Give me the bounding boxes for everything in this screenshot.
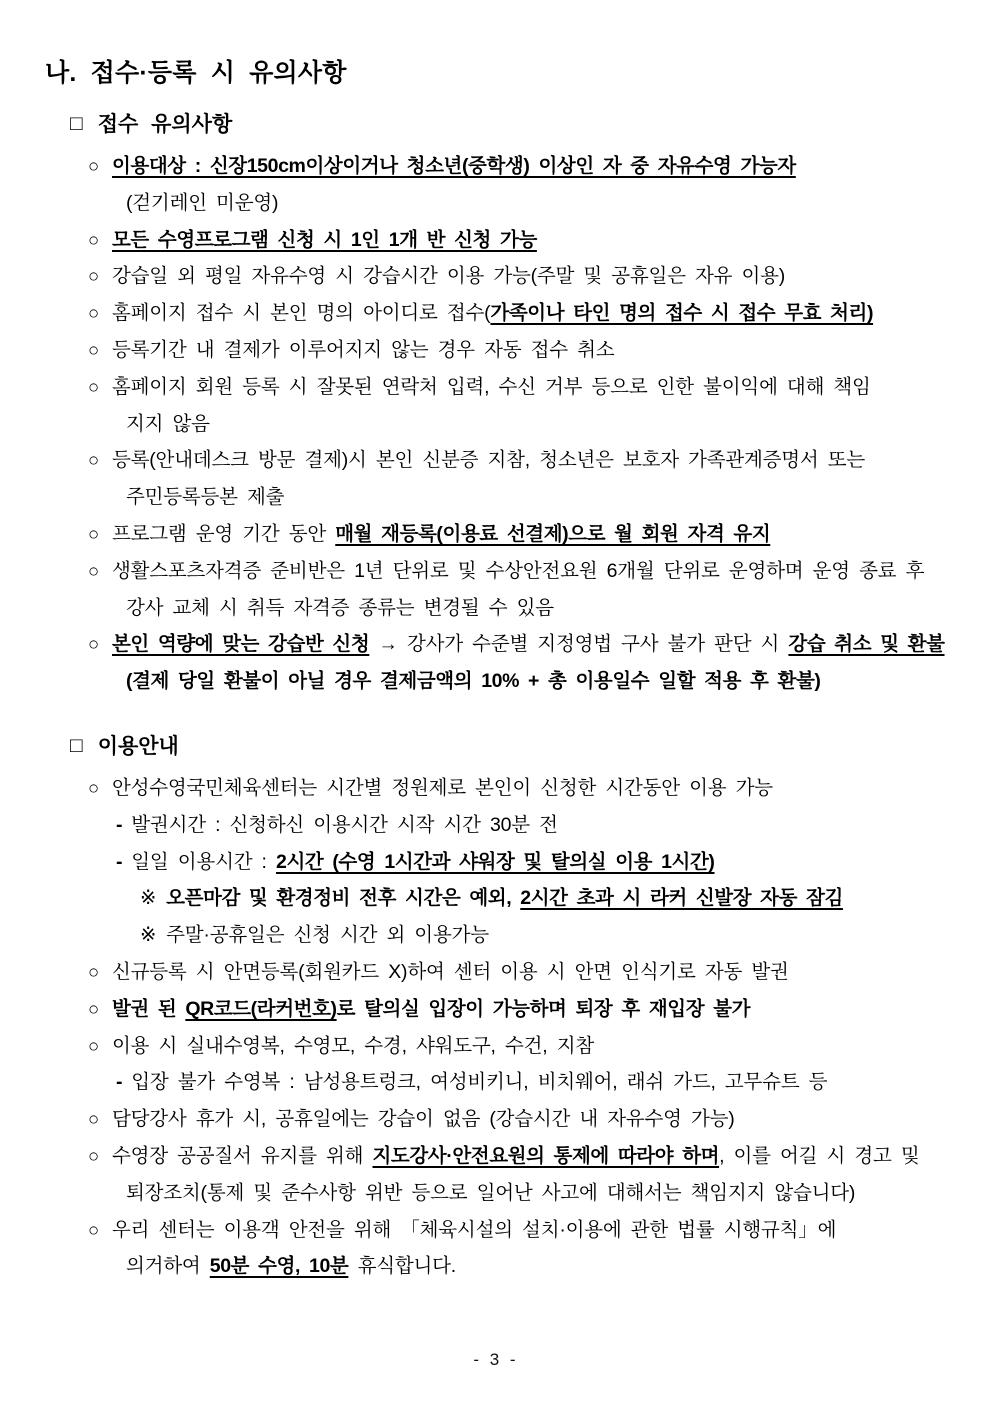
- circle-bullet-icon: ○: [88, 559, 99, 581]
- list-item: [0, 442, 992, 479]
- list-item: [0, 258, 992, 295]
- dash-bullet-icon: -: [116, 1071, 123, 1094]
- list-item: [0, 553, 992, 590]
- text-run: 2시간 초과 시 라커 신발장 자동 잠김: [520, 887, 843, 910]
- page-number: - 3 -: [473, 1350, 519, 1369]
- text-run: 발권 된: [111, 997, 186, 1020]
- dash-bullet-icon: -: [116, 850, 123, 873]
- text-run: 가족이나 타인 명의 접수 시 접수 무효 처리): [490, 302, 874, 325]
- list-item: [0, 516, 992, 553]
- text-run: 수영장 공공질서 유지를 위해: [111, 1144, 373, 1167]
- text-run: 이용 시 실내수영복, 수영모, 수경, 샤워도구, 수건, 지참: [111, 1034, 594, 1057]
- circle-bullet-icon: ○: [88, 265, 99, 287]
- text-run: (결제 당일 환불이 아닐 경우 결제금액의 10% + 총 이용일수 일할 적용 후 환불): [126, 670, 821, 693]
- text-run: 휴식합니다.: [348, 1255, 456, 1278]
- text-run: 담당강사 휴가 시, 공휴일에는 강습이 없음 (강습시간 내 자유수영 가능): [111, 1108, 735, 1131]
- reference-mark-icon: ※: [140, 924, 157, 947]
- list-item: [0, 954, 992, 991]
- circle-bullet-icon: ○: [88, 1034, 99, 1056]
- list-item-dash: [0, 1064, 992, 1101]
- text-run: 50분 수영, 10분: [209, 1255, 349, 1278]
- list-item: [0, 1212, 992, 1249]
- text-run: 등록(안내데스크 방문 결제)시 본인 신분증 지참, 청소년은 보호자 가족관계증명서 또는: [111, 449, 866, 472]
- circle-bullet-icon: ○: [88, 155, 99, 176]
- circle-bullet-icon: ○: [88, 522, 99, 544]
- list-item-cont: [0, 663, 992, 700]
- list-item-note: [0, 880, 992, 917]
- text-run: 우리 센터는 이용객 안전을 위해 「체육시설의 설치·이용에 관한 법률 시행규칙」에: [111, 1218, 837, 1241]
- text-run: (걷기레인 미운영): [126, 191, 279, 214]
- document-section: [0, 108, 992, 700]
- circle-bullet-icon: ○: [88, 302, 99, 324]
- text-run: 홈페이지 회원 등록 시 잘못된 연락처 입력, 수신 거부 등으로 인한 불이익에 대해 책임: [111, 375, 871, 398]
- section-heading-label: 이용안내: [97, 734, 179, 758]
- list-item-cont: [0, 590, 992, 627]
- document-section: [0, 730, 992, 1285]
- circle-bullet-icon: ○: [88, 449, 99, 471]
- list-item: [0, 991, 992, 1028]
- text-run: 안성수영국민체육센터는 시간별 정원제로 본인이 신청한 시간동안 이용 가능: [111, 776, 773, 799]
- circle-bullet-icon: ○: [88, 338, 99, 360]
- text-run: → 강사가 수준별 지정영법 구사 불가 판단 시: [369, 633, 789, 656]
- circle-bullet-icon: ○: [88, 1144, 99, 1166]
- list-item-cont: [0, 185, 992, 222]
- text-run: 모든 수영프로그램 신청 시 1인 1개 반 신청 가능: [111, 228, 537, 251]
- text-run: , 이를 어길 시 경고 및: [719, 1144, 920, 1167]
- text-run: 일일 이용시간 :: [131, 850, 276, 873]
- text-run: 2시간 (수영 1시간과 샤워장 및 탈의실 이용 1시간): [276, 850, 715, 873]
- list-item: [0, 770, 992, 807]
- text-run: 오픈마감 및 환경정비 전후 시간은 예외,: [166, 887, 521, 910]
- list-item-note: [0, 917, 992, 954]
- page-title: [0, 0, 992, 88]
- list-item: [0, 369, 992, 406]
- list-item-dash: [0, 844, 992, 881]
- list-item: [0, 148, 992, 185]
- circle-bullet-icon: ○: [88, 375, 99, 397]
- text-run: 지지 않음: [126, 412, 210, 435]
- circle-bullet-icon: ○: [88, 997, 99, 1019]
- text-run: 등록기간 내 결제가 이루어지지 않는 경우 자동 접수 취소: [111, 338, 615, 361]
- text-run: 생활스포츠자격증 준비반은 1년 단위로 및 수상안전요원 6개월 단위로 운영하며 운영 종료 후: [111, 559, 925, 582]
- text-run: 지도강사·안전요원의 통제에 따라야 하며: [372, 1144, 720, 1167]
- page-title-text: 나. 접수·등록 시 유의사항: [45, 59, 347, 87]
- text-run: 강습일 외 평일 자유수영 시 강습시간 이용 가능(주말 및 공휴일은 자유 이용): [111, 265, 786, 288]
- list-item-cont: [0, 406, 992, 443]
- text-run: 로 탈의실 입장이 가능하며 퇴장 후 재입장 불가: [336, 997, 751, 1020]
- circle-bullet-icon: ○: [88, 228, 99, 250]
- text-run: 강습 취소 및 환불: [788, 633, 945, 656]
- list-item: [0, 626, 992, 663]
- text-run: 본인 역량에 맞는 강습반 신청: [111, 633, 370, 656]
- list-item: [0, 332, 992, 369]
- list-item: [0, 1028, 992, 1065]
- list-item: [0, 295, 992, 332]
- circle-bullet-icon: ○: [88, 633, 99, 655]
- section-heading-label: 접수 유의사항: [97, 113, 233, 136]
- list-item-dash: [0, 807, 992, 844]
- text-run: QR코드(라커번호): [185, 997, 337, 1020]
- text-run: 주말·공휴일은 신청 시간 외 이용가능: [166, 924, 489, 947]
- text-run: 매월 재등록(이용료 선결제)으로 월 회원 자격 유지: [335, 522, 771, 545]
- list-item-cont: [0, 479, 992, 516]
- reference-mark-icon: ※: [140, 887, 157, 910]
- section-heading: [70, 730, 992, 764]
- square-bullet-icon: □: [70, 112, 83, 135]
- list-item: [0, 1138, 992, 1175]
- text-run: 발권시간 : 신청하신 이용시간 시작 시간 30분 전: [131, 813, 558, 836]
- circle-bullet-icon: ○: [88, 776, 99, 798]
- text-run: 의거하여: [126, 1255, 210, 1278]
- circle-bullet-icon: ○: [88, 960, 99, 982]
- circle-bullet-icon: ○: [88, 1108, 99, 1130]
- text-run: 주민등록등본 제출: [126, 486, 285, 509]
- list-item-cont: [0, 1175, 992, 1212]
- circle-bullet-icon: ○: [88, 1218, 99, 1240]
- square-bullet-icon: □: [70, 733, 83, 757]
- text-run: 입장 불가 수영복 : 남성용트렁크, 여성비키니, 비치웨어, 래쉬 가드, 고무슈트 등: [131, 1071, 828, 1094]
- dash-bullet-icon: -: [116, 813, 123, 836]
- text-run: 퇴장조치(통제 및 준수사항 위반 등으로 일어난 사고에 대해서는 책임지지 않습니다): [126, 1181, 856, 1204]
- list-item-cont: [0, 1248, 992, 1285]
- section-heading: [70, 108, 992, 142]
- list-item: [0, 222, 992, 259]
- text-run: 신규등록 시 안면등록(회원카드 X)하여 센터 이용 시 안면 인식기로 자동 발권: [111, 960, 789, 983]
- text-run: 강사 교체 시 취득 자격증 종류는 변경될 수 있음: [126, 596, 554, 619]
- text-run: 홈페이지 접수 시 본인 명의 아이디로 접수(: [111, 302, 491, 325]
- document-body: [0, 108, 992, 1285]
- text-run: 프로그램 운영 기간 동안: [111, 522, 336, 545]
- list-item: [0, 1101, 992, 1138]
- text-run: 이용대상 : 신장150cm이상이거나 청소년(중학생) 이상인 자 중 자유수영 가능자: [111, 155, 796, 177]
